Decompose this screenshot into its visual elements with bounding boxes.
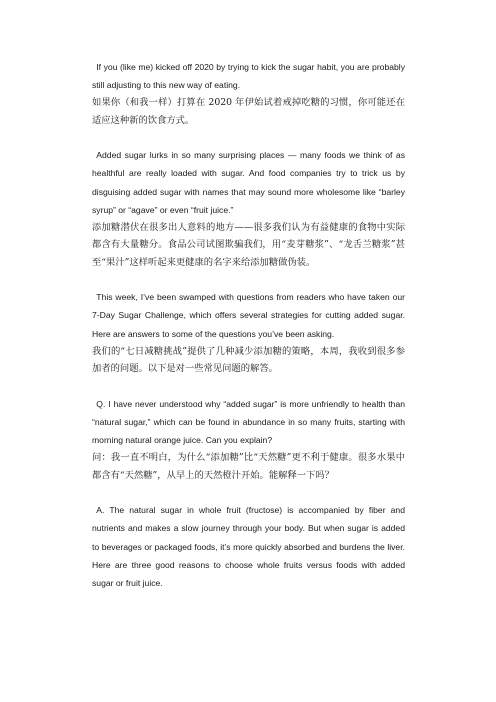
answer-english: A. The natural sugar in whole fruit (fructose) is accompanied by fiber and nutrients and makes a slow journey through your body. But when sugar is added to beverages or packaged foods, it’s more quickly absorbed and burdens the liver. Here are three good reasons to choose whole fruits versus foods with added sugar or fruit juice. — [92, 505, 405, 588]
paragraph-3-english: This week, I’ve been swamped with questions from readers who have taken our 7-Day Sugar Challenge, which offers several strategies for cutting added sugar. Here are answers to some of the questions you’ve been asking. — [92, 292, 405, 339]
question-chinese: 问：我一直不明白，为什么“添加糖”比“天然糖”更不利于健康。很多水果中都含有“天然糖”，从早上的天然橙汁开始。能解释一下吗？ — [92, 452, 405, 481]
paragraph-1-english: If you (like me) kicked off 2020 by trying to kick the sugar habit, you are probably still adjusting to this new way of eating. — [92, 62, 405, 91]
paragraph-spacer — [92, 129, 405, 146]
paragraph-spacer — [92, 484, 405, 501]
paragraph-2-english: Added sugar lurks in so many surprising places — many foods we think of as healthful are really loaded with sugar. And food companies try to trick us by disguising added sugar with names that may sound more wholesome like “barley syrup” or “agave” or even “fruit juice.” — [92, 150, 405, 215]
article-body — [92, 58, 405, 592]
paragraph-2-chinese: 添加糖潜伏在很多出人意料的地方——很多我们认为有益健康的食物中实际都含有大量糖分。食品公司试图欺骗我们，用“麦芽糖浆”、“龙舌兰糖浆”甚至“果汁”这样听起来更健康的名字来给添加糖做伪装。 — [92, 222, 405, 268]
paragraph-spacer — [92, 271, 405, 288]
paragraph-1-chinese: 如果你（和我一样）打算在 2020 年伊始试着戒掉吃糖的习惯，你可能还在适应这种新的饮食方式。 — [92, 97, 405, 126]
paragraph-3-chinese: 我们的“七日减糖挑战”提供了几种减少添加糖的策略，本周，我收到很多参加者的问题。以下是对一些常见问题的解答。 — [92, 345, 405, 375]
paragraph-spacer — [92, 378, 405, 395]
question-english: Q. I have never understood why “added sugar” is more unfriendly to health than “natural sugar,” which can be found in abundance in so many fruits, starting with morning natural orange juice. Can you explain? — [92, 398, 405, 446]
